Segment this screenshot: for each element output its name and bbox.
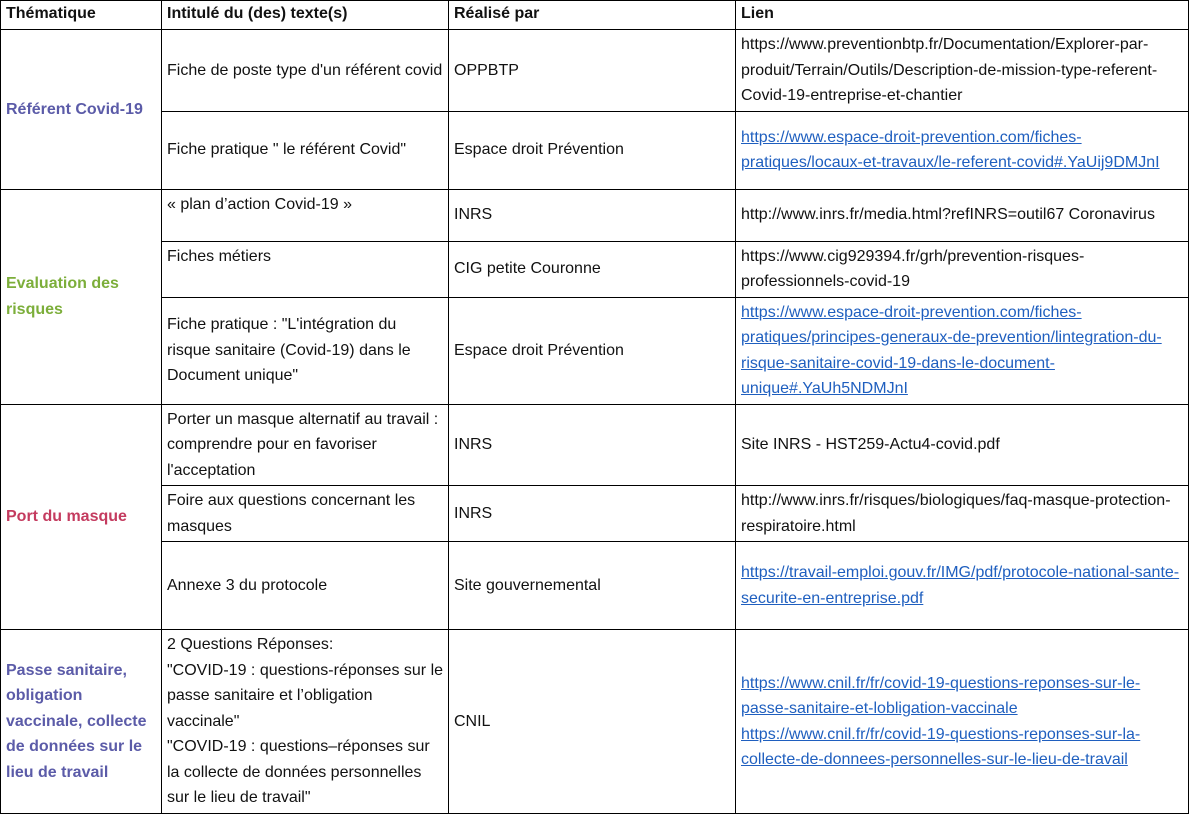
- header-lien: Lien: [736, 1, 1189, 30]
- row-link-text: http://www.inrs.fr/risques/biologiques/faq-masque-protection-respiratoire.html: [736, 486, 1189, 542]
- row-link-text: https://www.preventionbtp.fr/Documentation/Explorer-par-produit/Terrain/Outils/Description-de-mission-type-referent-Covid-19-entreprise-et-chantier: [736, 30, 1189, 112]
- row-title: 2 Questions Réponses: "COVID-19 : questions-réponses sur le passe sanitaire et l’obligation vaccinale" "COVID-19 : questions–réponses sur la collecte de données personnelles sur le lieu de travail": [162, 630, 449, 814]
- row-title: Fiches métiers: [162, 241, 449, 297]
- header-row: [1, 1, 1189, 30]
- table-row: [1, 542, 1189, 630]
- row-title: « plan d’action Covid-19 »: [162, 189, 449, 241]
- row-author: INRS: [449, 486, 736, 542]
- row-author: Espace droit Prévention: [449, 111, 736, 189]
- header-thematique: Thématique: [1, 1, 162, 30]
- row-links: [736, 630, 1189, 814]
- theme-referent: Référent Covid-19: [1, 30, 162, 190]
- row-author: INRS: [449, 189, 736, 241]
- row-link[interactable]: https://www.espace-droit-prevention.com/fiches-pratiques/principes-generaux-de-prevention/lintegration-du-risque-sanitaire-covid-19-dans-le-document-unique#.YaUh5NDMJnI: [741, 303, 1162, 397]
- table-row: [1, 486, 1189, 542]
- table-row: [1, 30, 1189, 112]
- row-link[interactable]: https://www.espace-droit-prevention.com/fiches-pratiques/locaux-et-travaux/le-referent-covid#.YaUij9DMJnI: [741, 128, 1160, 171]
- row-link-text: http://www.inrs.fr/media.html?refINRS=outil67 Coronavirus: [736, 189, 1189, 241]
- theme-passe: Passe sanitaire, obligation vaccinale, collecte de données sur le lieu de travail: [1, 630, 162, 814]
- row-title: Fiche pratique " le référent Covid": [162, 111, 449, 189]
- table-row: [1, 241, 1189, 297]
- row-link[interactable]: https://www.cnil.fr/fr/covid-19-questions-reponses-sur-le-passe-sanitaire-et-lobligation-vaccinale: [741, 674, 1141, 717]
- row-title: Fiche pratique : "L'intégration du risque sanitaire (Covid-19) dans le Document unique": [162, 297, 449, 404]
- row-title: Annexe 3 du protocole: [162, 542, 449, 630]
- row-author: INRS: [449, 404, 736, 486]
- row-author: OPPBTP: [449, 30, 736, 112]
- row-author: Site gouvernemental: [449, 542, 736, 630]
- theme-masque: Port du masque: [1, 404, 162, 630]
- header-realise-par: Réalisé par: [449, 1, 736, 30]
- row-link-text: https://www.cig929394.fr/grh/prevention-risques-professionnels-covid-19: [736, 241, 1189, 297]
- table-row: [1, 189, 1189, 241]
- row-author: CIG petite Couronne: [449, 241, 736, 297]
- row-title: Foire aux questions concernant les masques: [162, 486, 449, 542]
- table-row: [1, 404, 1189, 486]
- table-row: [1, 111, 1189, 189]
- row-link[interactable]: https://www.cnil.fr/fr/covid-19-questions-reponses-sur-la-collecte-de-donnees-personnelles-sur-le-lieu-de-travail: [741, 725, 1141, 768]
- row-link[interactable]: https://travail-emploi.gouv.fr/IMG/pdf/protocole-national-sante-securite-en-entreprise.pdf: [741, 564, 1180, 607]
- row-author: CNIL: [449, 630, 736, 814]
- row-title: Fiche de poste type d'un référent covid: [162, 30, 449, 112]
- table-row: [1, 297, 1189, 404]
- row-link-text: Site INRS - HST259-Actu4-covid.pdf: [736, 404, 1189, 486]
- table-row: [1, 630, 1189, 814]
- row-title: Porter un masque alternatif au travail : comprendre pour en favoriser l'acceptation: [162, 404, 449, 486]
- theme-evaluation: Evaluation des risques: [1, 189, 162, 404]
- header-intitule: Intitulé du (des) texte(s): [162, 1, 449, 30]
- row-author: Espace droit Prévention: [449, 297, 736, 404]
